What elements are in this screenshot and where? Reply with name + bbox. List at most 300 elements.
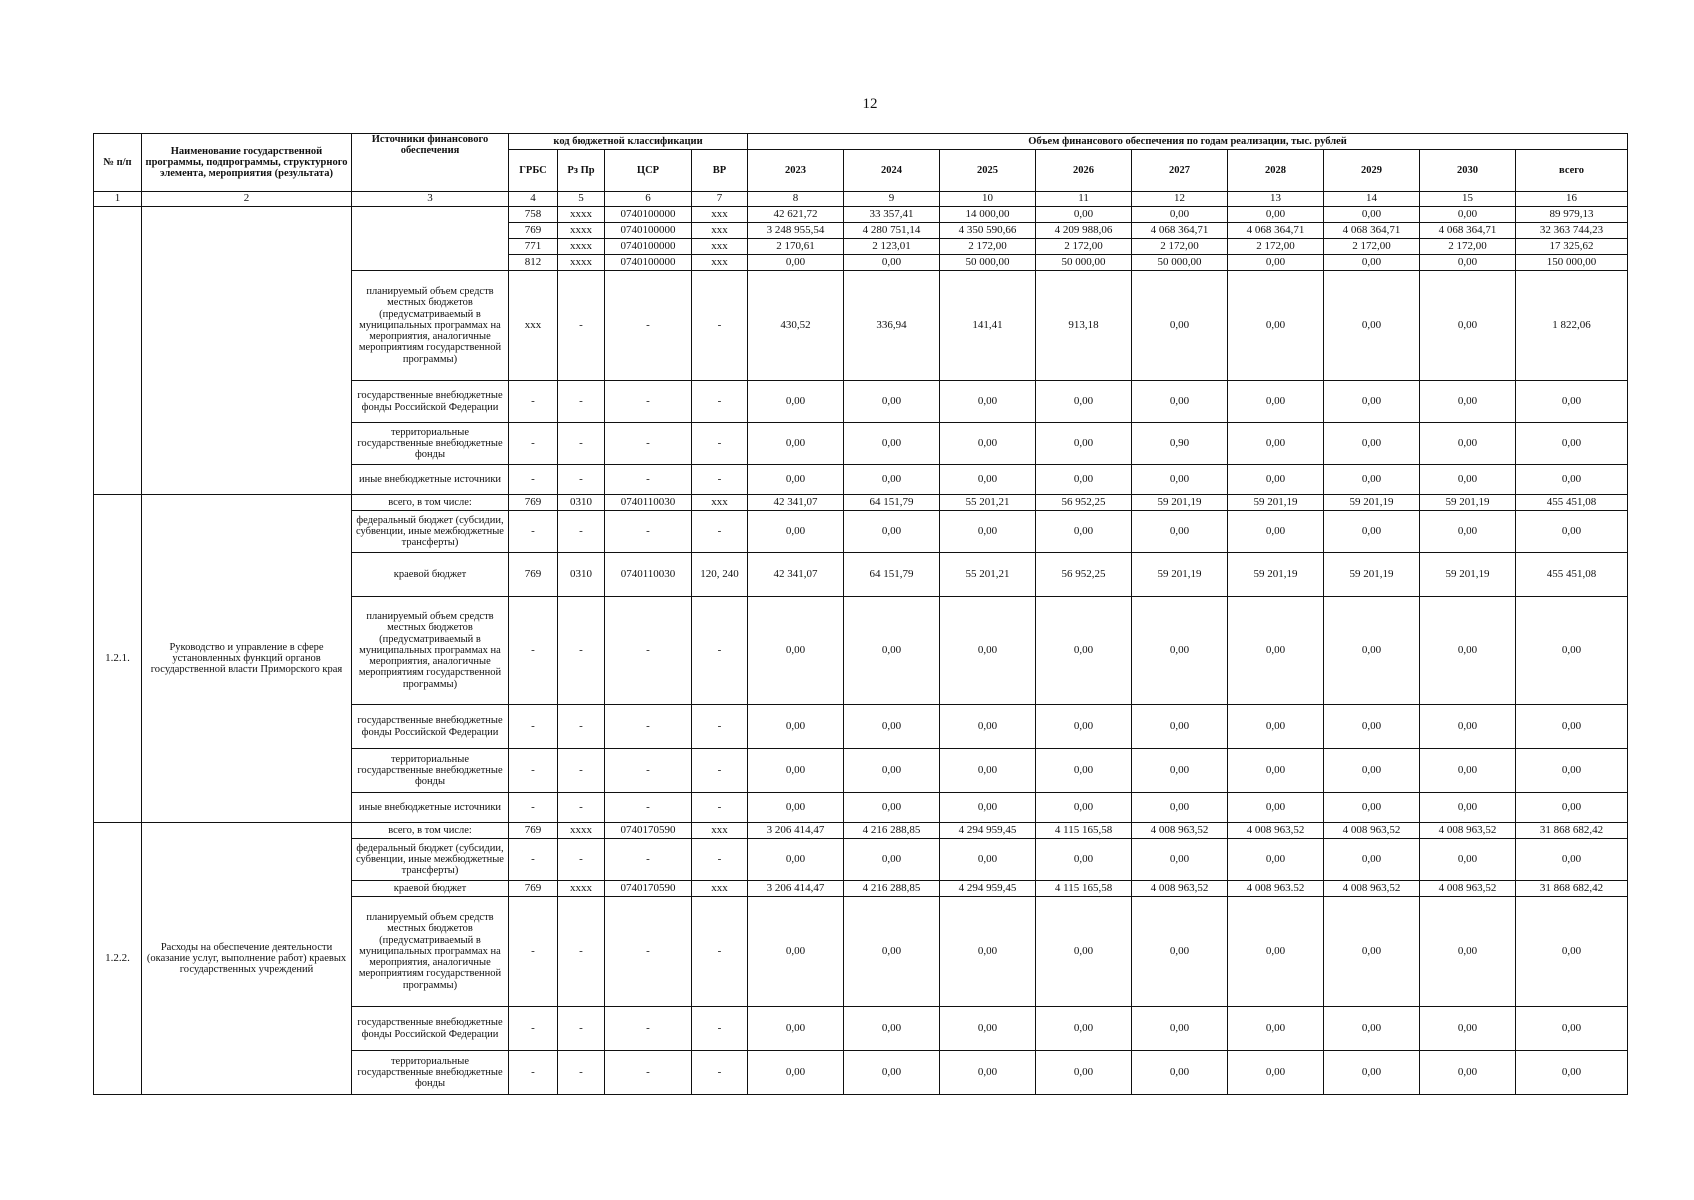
value-2027: 0,00 — [1132, 207, 1228, 223]
value-2025: 0,00 — [940, 465, 1036, 495]
value-2030: 59 201,19 — [1420, 553, 1516, 597]
value-2026: 0,00 — [1036, 207, 1132, 223]
value-2029: 0,00 — [1324, 381, 1420, 423]
header-name: Наименование государственной программы, подпрограммы, структурного элемента, мероприятия (результата) — [142, 134, 352, 192]
value-2023: 0,00 — [748, 749, 844, 793]
value-2023: 0,00 — [748, 705, 844, 749]
vr-cell: - — [692, 511, 748, 553]
column-numbers-row — [94, 192, 1628, 207]
row-number: 1.2.1. — [94, 495, 142, 823]
value-2024: 4 216 288,85 — [844, 881, 940, 897]
vr-cell: ххх — [692, 823, 748, 839]
value-2023: 42 341,07 — [748, 553, 844, 597]
grbs-cell: 769 — [509, 553, 558, 597]
value-2029: 4 008 963,52 — [1324, 823, 1420, 839]
rzpr-cell: хххх — [558, 239, 605, 255]
csr-cell: 0740100000 — [605, 239, 692, 255]
rzpr-cell: - — [558, 897, 605, 1007]
vr-cell: ххх — [692, 207, 748, 223]
value-2024: 64 151,79 — [844, 495, 940, 511]
measure-name — [142, 207, 352, 495]
vr-cell: ххх — [692, 881, 748, 897]
value-2027: 0,00 — [1132, 271, 1228, 381]
value-2023: 0,00 — [748, 793, 844, 823]
value-2030: 2 172,00 — [1420, 239, 1516, 255]
value-2026: 56 952,25 — [1036, 495, 1132, 511]
value-2029: 0,00 — [1324, 793, 1420, 823]
rzpr-cell: хххх — [558, 255, 605, 271]
csr-cell: 0740100000 — [605, 255, 692, 271]
value-2027: 0,00 — [1132, 749, 1228, 793]
column-number: 12 — [1132, 192, 1228, 207]
value-2027: 4 008 963,52 — [1132, 881, 1228, 897]
value-2028: 0,00 — [1228, 423, 1324, 465]
value-2028: 0,00 — [1228, 207, 1324, 223]
value-2026: 0,00 — [1036, 465, 1132, 495]
vr-cell: - — [692, 597, 748, 705]
table-row — [94, 495, 1628, 511]
csr-cell: - — [605, 897, 692, 1007]
value-2028: 4 068 364,71 — [1228, 223, 1324, 239]
value-2029: 0,00 — [1324, 271, 1420, 381]
value-2026: 2 172,00 — [1036, 239, 1132, 255]
column-number: 16 — [1516, 192, 1628, 207]
csr-cell: - — [605, 1007, 692, 1051]
value-2025: 0,00 — [940, 749, 1036, 793]
value-2026: 4 209 988,06 — [1036, 223, 1132, 239]
csr-cell: 0740110030 — [605, 553, 692, 597]
value-2030: 0,00 — [1420, 749, 1516, 793]
value-2028: 0,00 — [1228, 839, 1324, 881]
source-label: всего, в том числе: — [352, 495, 509, 511]
value-total: 0,00 — [1516, 1051, 1628, 1095]
value-2027: 0,00 — [1132, 465, 1228, 495]
value-2029: 0,00 — [1324, 1007, 1420, 1051]
vr-cell: ххх — [692, 255, 748, 271]
value-total: 0,00 — [1516, 897, 1628, 1007]
value-2024: 0,00 — [844, 597, 940, 705]
value-2030: 0,00 — [1420, 1051, 1516, 1095]
value-2025: 0,00 — [940, 511, 1036, 553]
grbs-cell: - — [509, 705, 558, 749]
table-row — [94, 207, 1628, 223]
value-2025: 0,00 — [940, 839, 1036, 881]
value-2028: 0,00 — [1228, 271, 1324, 381]
value-2023: 0,00 — [748, 255, 844, 271]
header-year: 2030 — [1420, 150, 1516, 192]
grbs-cell: - — [509, 749, 558, 793]
value-2029: 0,00 — [1324, 255, 1420, 271]
value-2023: 0,00 — [748, 511, 844, 553]
rzpr-cell: - — [558, 1051, 605, 1095]
column-number: 11 — [1036, 192, 1132, 207]
value-2027: 59 201,19 — [1132, 495, 1228, 511]
value-2029: 0,00 — [1324, 423, 1420, 465]
rzpr-cell: - — [558, 1007, 605, 1051]
value-2024: 0,00 — [844, 839, 940, 881]
column-number: 7 — [692, 192, 748, 207]
value-2023: 42 621,72 — [748, 207, 844, 223]
value-2026: 50 000,00 — [1036, 255, 1132, 271]
value-2027: 0,00 — [1132, 1051, 1228, 1095]
grbs-cell: - — [509, 897, 558, 1007]
rzpr-cell: 0310 — [558, 553, 605, 597]
header-sources: Источники финансового обеспечения — [352, 134, 509, 192]
rzpr-cell: - — [558, 839, 605, 881]
grbs-cell: - — [509, 793, 558, 823]
value-2026: 0,00 — [1036, 381, 1132, 423]
csr-cell: - — [605, 1051, 692, 1095]
value-2030: 59 201,19 — [1420, 495, 1516, 511]
grbs-cell: 812 — [509, 255, 558, 271]
source-label: государственные внебюджетные фонды Российской Федерации — [352, 705, 509, 749]
table-row — [94, 823, 1628, 839]
header-year: 2028 — [1228, 150, 1324, 192]
column-number: 10 — [940, 192, 1036, 207]
value-2025: 0,00 — [940, 381, 1036, 423]
value-total: 150 000,00 — [1516, 255, 1628, 271]
value-2029: 4 068 364,71 — [1324, 223, 1420, 239]
value-2025: 4 350 590,66 — [940, 223, 1036, 239]
value-2024: 0,00 — [844, 1051, 940, 1095]
rzpr-cell: 0310 — [558, 495, 605, 511]
rzpr-cell: хххх — [558, 207, 605, 223]
value-2025: 14 000,00 — [940, 207, 1036, 223]
rzpr-cell: - — [558, 705, 605, 749]
vr-cell: ххх — [692, 239, 748, 255]
source-label: федеральный бюджет (субсидии, субвенции, иные межбюджетные трансферты) — [352, 511, 509, 553]
column-number: 15 — [1420, 192, 1516, 207]
column-number: 2 — [142, 192, 352, 207]
column-number: 14 — [1324, 192, 1420, 207]
source-label: федеральный бюджет (субсидии, субвенции, иные межбюджетные трансферты) — [352, 839, 509, 881]
column-number: 9 — [844, 192, 940, 207]
value-2028: 0,00 — [1228, 597, 1324, 705]
csr-cell: 0740170590 — [605, 823, 692, 839]
vr-cell: - — [692, 793, 748, 823]
source-label: иные внебюджетные источники — [352, 793, 509, 823]
value-2030: 0,00 — [1420, 793, 1516, 823]
grbs-cell: 769 — [509, 495, 558, 511]
vr-cell: - — [692, 423, 748, 465]
vr-cell: - — [692, 897, 748, 1007]
csr-cell: 0740100000 — [605, 223, 692, 239]
value-2025: 50 000,00 — [940, 255, 1036, 271]
value-2025: 141,41 — [940, 271, 1036, 381]
value-2026: 0,00 — [1036, 1007, 1132, 1051]
value-2025: 55 201,21 — [940, 495, 1036, 511]
header-rzpr: Рз Пр — [558, 150, 605, 192]
value-total: 1 822,06 — [1516, 271, 1628, 381]
value-2030: 0,00 — [1420, 1007, 1516, 1051]
source-label: всего, в том числе: — [352, 823, 509, 839]
value-total: 89 979,13 — [1516, 207, 1628, 223]
value-2028: 59 201,19 — [1228, 553, 1324, 597]
source-label: планируемый объем средств местных бюджетов (предусматриваемый в муниципальных программах на мероприятия, аналогичные мероприятиям государственной программы) — [352, 597, 509, 705]
value-2024: 0,00 — [844, 465, 940, 495]
value-2029: 0,00 — [1324, 839, 1420, 881]
value-2027: 0,00 — [1132, 705, 1228, 749]
value-2030: 4 068 364,71 — [1420, 223, 1516, 239]
source-label: краевой бюджет — [352, 553, 509, 597]
value-2029: 0,00 — [1324, 597, 1420, 705]
value-2028: 4 008 963,52 — [1228, 823, 1324, 839]
source-label: государственные внебюджетные фонды Российской Федерации — [352, 381, 509, 423]
value-2027: 4 008 963,52 — [1132, 823, 1228, 839]
value-2030: 0,00 — [1420, 839, 1516, 881]
value-2027: 2 172,00 — [1132, 239, 1228, 255]
value-2028: 0,00 — [1228, 1051, 1324, 1095]
column-number: 5 — [558, 192, 605, 207]
column-number: 13 — [1228, 192, 1324, 207]
value-total: 0,00 — [1516, 1007, 1628, 1051]
page-number: 12 — [862, 96, 878, 112]
value-total: 455 451,08 — [1516, 495, 1628, 511]
csr-cell: 0740110030 — [605, 495, 692, 511]
value-2028: 0,00 — [1228, 381, 1324, 423]
csr-cell: - — [605, 749, 692, 793]
value-2027: 0,00 — [1132, 511, 1228, 553]
grbs-cell: - — [509, 1007, 558, 1051]
grbs-cell: 769 — [509, 823, 558, 839]
value-2024: 0,00 — [844, 381, 940, 423]
column-number: 1 — [94, 192, 142, 207]
value-2028: 0,00 — [1228, 1007, 1324, 1051]
rzpr-cell: - — [558, 749, 605, 793]
value-total: 0,00 — [1516, 793, 1628, 823]
grbs-cell: - — [509, 839, 558, 881]
rzpr-cell: хххх — [558, 823, 605, 839]
header-year: 2026 — [1036, 150, 1132, 192]
value-2028: 0,00 — [1228, 465, 1324, 495]
csr-cell: - — [605, 705, 692, 749]
vr-cell: - — [692, 749, 748, 793]
value-2027: 4 068 364,71 — [1132, 223, 1228, 239]
grbs-cell: - — [509, 597, 558, 705]
value-total: 32 363 744,23 — [1516, 223, 1628, 239]
source-label: территориальные государственные внебюджетные фонды — [352, 749, 509, 793]
rzpr-cell: - — [558, 511, 605, 553]
value-2030: 0,00 — [1420, 271, 1516, 381]
rzpr-cell: - — [558, 381, 605, 423]
value-2025: 55 201,21 — [940, 553, 1036, 597]
value-2030: 0,00 — [1420, 381, 1516, 423]
grbs-cell: - — [509, 1051, 558, 1095]
value-2029: 0,00 — [1324, 511, 1420, 553]
rzpr-cell: - — [558, 597, 605, 705]
csr-cell: - — [605, 423, 692, 465]
value-2026: 0,00 — [1036, 897, 1132, 1007]
source-label: территориальные государственные внебюджетные фонды — [352, 1051, 509, 1095]
source-cell — [352, 207, 509, 271]
value-2030: 4 008 963,52 — [1420, 881, 1516, 897]
value-total: 17 325,62 — [1516, 239, 1628, 255]
value-2023: 2 170,61 — [748, 239, 844, 255]
budget-table — [93, 133, 1628, 1095]
value-2024: 0,00 — [844, 255, 940, 271]
value-2024: 0,00 — [844, 793, 940, 823]
value-2023: 0,00 — [748, 1051, 844, 1095]
header-year: 2024 — [844, 150, 940, 192]
value-total: 455 451,08 — [1516, 553, 1628, 597]
value-2026: 0,00 — [1036, 793, 1132, 823]
value-2025: 0,00 — [940, 1051, 1036, 1095]
value-2029: 0,00 — [1324, 705, 1420, 749]
value-2027: 0,00 — [1132, 793, 1228, 823]
column-number: 6 — [605, 192, 692, 207]
value-2023: 3 248 955,54 — [748, 223, 844, 239]
value-2026: 0,00 — [1036, 423, 1132, 465]
grbs-cell: 771 — [509, 239, 558, 255]
value-2029: 0,00 — [1324, 749, 1420, 793]
value-2027: 0,90 — [1132, 423, 1228, 465]
value-2025: 0,00 — [940, 597, 1036, 705]
grbs-cell: - — [509, 465, 558, 495]
column-number: 3 — [352, 192, 509, 207]
vr-cell: - — [692, 381, 748, 423]
csr-cell: - — [605, 839, 692, 881]
value-2030: 4 008 963,52 — [1420, 823, 1516, 839]
value-2028: 0,00 — [1228, 511, 1324, 553]
header-year: 2025 — [940, 150, 1036, 192]
column-number: 4 — [509, 192, 558, 207]
value-total: 0,00 — [1516, 705, 1628, 749]
value-2024: 0,00 — [844, 511, 940, 553]
csr-cell: - — [605, 597, 692, 705]
value-2023: 42 341,07 — [748, 495, 844, 511]
value-total: 0,00 — [1516, 381, 1628, 423]
grbs-cell: 769 — [509, 881, 558, 897]
value-2026: 56 952,25 — [1036, 553, 1132, 597]
value-total: 0,00 — [1516, 839, 1628, 881]
value-2025: 4 294 959,45 — [940, 881, 1036, 897]
value-2025: 0,00 — [940, 897, 1036, 1007]
rzpr-cell: - — [558, 793, 605, 823]
value-2029: 4 008 963,52 — [1324, 881, 1420, 897]
value-2029: 0,00 — [1324, 207, 1420, 223]
value-2027: 0,00 — [1132, 839, 1228, 881]
rzpr-cell: - — [558, 271, 605, 381]
value-2029: 0,00 — [1324, 897, 1420, 1007]
value-2026: 0,00 — [1036, 705, 1132, 749]
vr-cell: - — [692, 705, 748, 749]
value-2026: 913,18 — [1036, 271, 1132, 381]
value-2026: 0,00 — [1036, 749, 1132, 793]
value-total: 31 868 682,42 — [1516, 881, 1628, 897]
header-grbs: ГРБС — [509, 150, 558, 192]
value-2029: 0,00 — [1324, 1051, 1420, 1095]
value-2023: 0,00 — [748, 897, 844, 1007]
value-2030: 0,00 — [1420, 897, 1516, 1007]
rzpr-cell: хххх — [558, 881, 605, 897]
value-2024: 0,00 — [844, 1007, 940, 1051]
measure-name: Руководство и управление в сфере установленных функций органов государственной власти Приморского края — [142, 495, 352, 823]
source-label: государственные внебюджетные фонды Российской Федерации — [352, 1007, 509, 1051]
value-2028: 0,00 — [1228, 897, 1324, 1007]
value-2026: 0,00 — [1036, 511, 1132, 553]
rzpr-cell: - — [558, 465, 605, 495]
column-number: 8 — [748, 192, 844, 207]
source-label: иные внебюджетные источники — [352, 465, 509, 495]
value-2027: 0,00 — [1132, 381, 1228, 423]
value-2023: 0,00 — [748, 465, 844, 495]
csr-cell: - — [605, 511, 692, 553]
header-num: № п/п — [94, 134, 142, 192]
header-vr: ВР — [692, 150, 748, 192]
value-2027: 59 201,19 — [1132, 553, 1228, 597]
value-2030: 0,00 — [1420, 511, 1516, 553]
vr-cell: - — [692, 839, 748, 881]
value-2026: 4 115 165,58 — [1036, 823, 1132, 839]
csr-cell: - — [605, 793, 692, 823]
value-2024: 0,00 — [844, 705, 940, 749]
value-2030: 0,00 — [1420, 207, 1516, 223]
vr-cell: - — [692, 271, 748, 381]
value-total: 0,00 — [1516, 465, 1628, 495]
value-2023: 430,52 — [748, 271, 844, 381]
value-2027: 0,00 — [1132, 597, 1228, 705]
row-number — [94, 207, 142, 495]
value-2024: 336,94 — [844, 271, 940, 381]
value-2025: 2 172,00 — [940, 239, 1036, 255]
rzpr-cell: хххх — [558, 223, 605, 239]
value-2026: 0,00 — [1036, 1051, 1132, 1095]
value-2024: 64 151,79 — [844, 553, 940, 597]
vr-cell: ххх — [692, 223, 748, 239]
value-2023: 0,00 — [748, 597, 844, 705]
value-total: 0,00 — [1516, 597, 1628, 705]
value-total: 0,00 — [1516, 423, 1628, 465]
value-2028: 0,00 — [1228, 705, 1324, 749]
grbs-cell: - — [509, 511, 558, 553]
value-2026: 4 115 165,58 — [1036, 881, 1132, 897]
vr-cell: - — [692, 1007, 748, 1051]
csr-cell: - — [605, 271, 692, 381]
csr-cell: - — [605, 381, 692, 423]
value-2025: 0,00 — [940, 705, 1036, 749]
value-2028: 4 008 963.52 — [1228, 881, 1324, 897]
value-total: 0,00 — [1516, 511, 1628, 553]
header-total: всего — [1516, 150, 1628, 192]
source-label: планируемый объем средств местных бюджетов (предусматриваемый в муниципальных программах на мероприятия, аналогичные мероприятиям государственной программы) — [352, 897, 509, 1007]
value-total: 0,00 — [1516, 749, 1628, 793]
vr-cell: ххх — [692, 495, 748, 511]
measure-name: Расходы на обеспечение деятельности (оказание услуг, выполнение работ) краевых государственных учреждений — [142, 823, 352, 1095]
value-2028: 0,00 — [1228, 255, 1324, 271]
csr-cell: 0740100000 — [605, 207, 692, 223]
value-2030: 0,00 — [1420, 597, 1516, 705]
header-year: 2023 — [748, 150, 844, 192]
grbs-cell: - — [509, 423, 558, 465]
value-2030: 0,00 — [1420, 465, 1516, 495]
value-2030: 0,00 — [1420, 705, 1516, 749]
value-2025: 4 294 959,45 — [940, 823, 1036, 839]
value-2024: 0,00 — [844, 897, 940, 1007]
header-csr: ЦСР — [605, 150, 692, 192]
source-label: планируемый объем средств местных бюджетов (предусматриваемый в муниципальных программах на мероприятия, аналогичные мероприятиям государственной программы) — [352, 271, 509, 381]
header-year: 2029 — [1324, 150, 1420, 192]
value-2026: 0,00 — [1036, 839, 1132, 881]
row-number: 1.2.2. — [94, 823, 142, 1095]
value-2028: 2 172,00 — [1228, 239, 1324, 255]
value-2029: 2 172,00 — [1324, 239, 1420, 255]
value-2024: 4 216 288,85 — [844, 823, 940, 839]
value-2023: 3 206 414,47 — [748, 823, 844, 839]
value-2029: 59 201,19 — [1324, 495, 1420, 511]
value-2023: 3 206 414,47 — [748, 881, 844, 897]
value-2028: 0,00 — [1228, 793, 1324, 823]
value-2030: 0,00 — [1420, 423, 1516, 465]
